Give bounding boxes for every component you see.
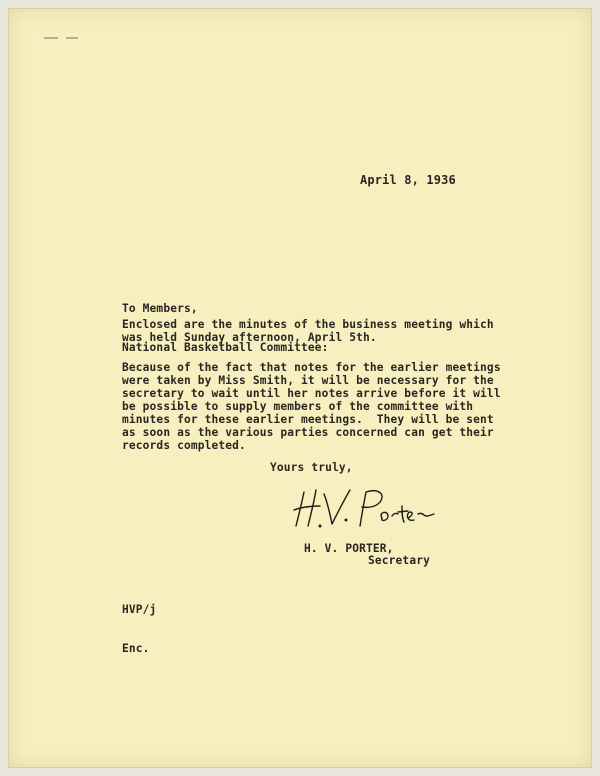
handwritten-signature [290,480,450,536]
paragraph-2-line-7: records completed. [122,439,246,452]
salutation-line-1: To Members, [122,302,198,315]
closing: Yours truly, [270,461,353,474]
letter-page [8,8,592,768]
paragraph-2-line-6: as soon as the various parties concerned can get their [122,426,494,439]
initials-line-2: Enc. [122,642,150,655]
initials-line-1: HVP/j [122,603,157,616]
letter-date: April 8, 1936 [360,173,456,187]
paragraph-2-line-2: were taken by Miss Smith, it will be necessary for the [122,374,494,387]
paragraph-1-line-2: was held Sunday afternoon, April 5th. [122,331,377,344]
paragraph-2-line-1: Because of the fact that notes for the earlier meetings [122,361,501,374]
paragraph-2-line-5: minutes for these earlier meetings. They will be sent [122,413,494,426]
salutation-line-2: National Basketball Committee: [122,341,329,354]
paragraph-2-line-3: secretary to wait until her notes arrive before it will [122,387,501,400]
margin-mark [44,36,84,40]
reference-initials [122,577,156,681]
body-paragraph-1 [122,318,522,344]
body-paragraph-2 [122,361,522,452]
signer-name: H. V. PORTER, [304,542,394,555]
paragraph-2-line-4: be possible to supply members of the committee with [122,400,474,413]
paragraph-1-line-1: Enclosed are the minutes of the business meeting which [122,318,494,331]
signer-title: Secretary [368,554,430,567]
